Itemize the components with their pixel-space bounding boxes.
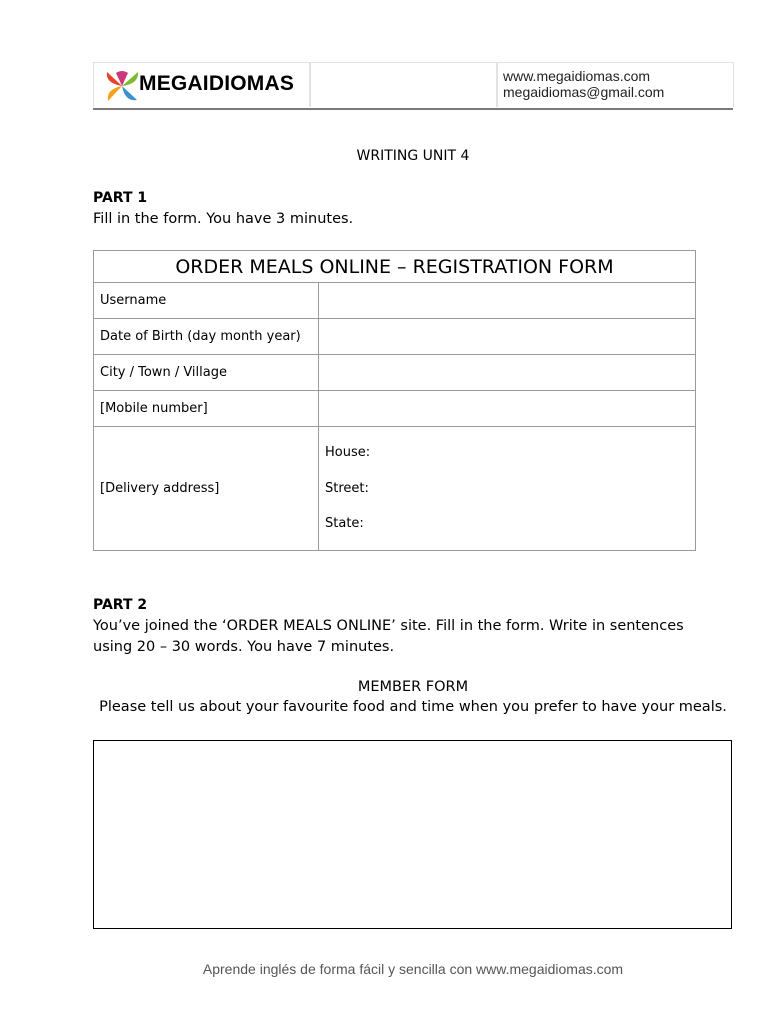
city-label: City / Town / Village xyxy=(94,355,319,391)
city-field[interactable] xyxy=(319,355,696,391)
contact-cell xyxy=(496,62,734,107)
form-row-city xyxy=(94,355,696,391)
footer-text: Aprende inglés de forma fácil y sencilla con www.megaidiomas.com xyxy=(202,961,624,977)
member-form-instruction: Please tell us about your favourite food and time when you prefer to have your meals. xyxy=(99,699,727,715)
registration-form-title: ORDER MEALS ONLINE – REGISTRATION FORM xyxy=(94,251,696,283)
member-form-title: MEMBER FORM xyxy=(357,679,469,695)
part1-title: PART 1 xyxy=(93,190,148,206)
form-row-mobile xyxy=(94,391,696,427)
part2-instruction-line1: You’ve joined the ‘ORDER MEALS ONLINE’ site. Fill in the form. Write in sentences xyxy=(93,618,684,634)
form-row-username xyxy=(94,283,696,319)
house-label: House: xyxy=(325,445,371,461)
state-label: State: xyxy=(325,516,364,532)
dob-label: Date of Birth (day month year) xyxy=(94,319,319,355)
website-text[interactable]: www.megaidiomas.com xyxy=(503,68,651,84)
registration-form-table xyxy=(93,250,696,551)
part2-title: PART 2 xyxy=(93,597,148,613)
mobile-field[interactable] xyxy=(319,391,696,427)
email-text[interactable]: megaidiomas@gmail.com xyxy=(503,84,665,100)
username-field[interactable] xyxy=(319,283,696,319)
document-header xyxy=(93,62,733,110)
header-blank-cell xyxy=(309,62,498,107)
address-label: [Delivery address] xyxy=(94,427,319,551)
unit-title: WRITING UNIT 4 xyxy=(356,148,470,164)
dob-field[interactable] xyxy=(319,319,696,355)
logo-text: MEGAIDIOMAS xyxy=(139,72,295,95)
logo-cell xyxy=(93,62,311,107)
form-row-address xyxy=(94,427,696,551)
street-label: Street: xyxy=(325,480,369,496)
megaidiomas-logo-icon xyxy=(104,69,140,103)
answer-box[interactable] xyxy=(93,740,732,929)
part1-instruction: Fill in the form. You have 3 minutes. xyxy=(93,211,354,227)
address-field[interactable] xyxy=(319,427,696,551)
mobile-label: [Mobile number] xyxy=(94,391,319,427)
part2-instruction-line2: using 20 – 30 words. You have 7 minutes. xyxy=(93,639,395,655)
form-row-dob xyxy=(94,319,696,355)
username-label: Username xyxy=(94,283,319,319)
